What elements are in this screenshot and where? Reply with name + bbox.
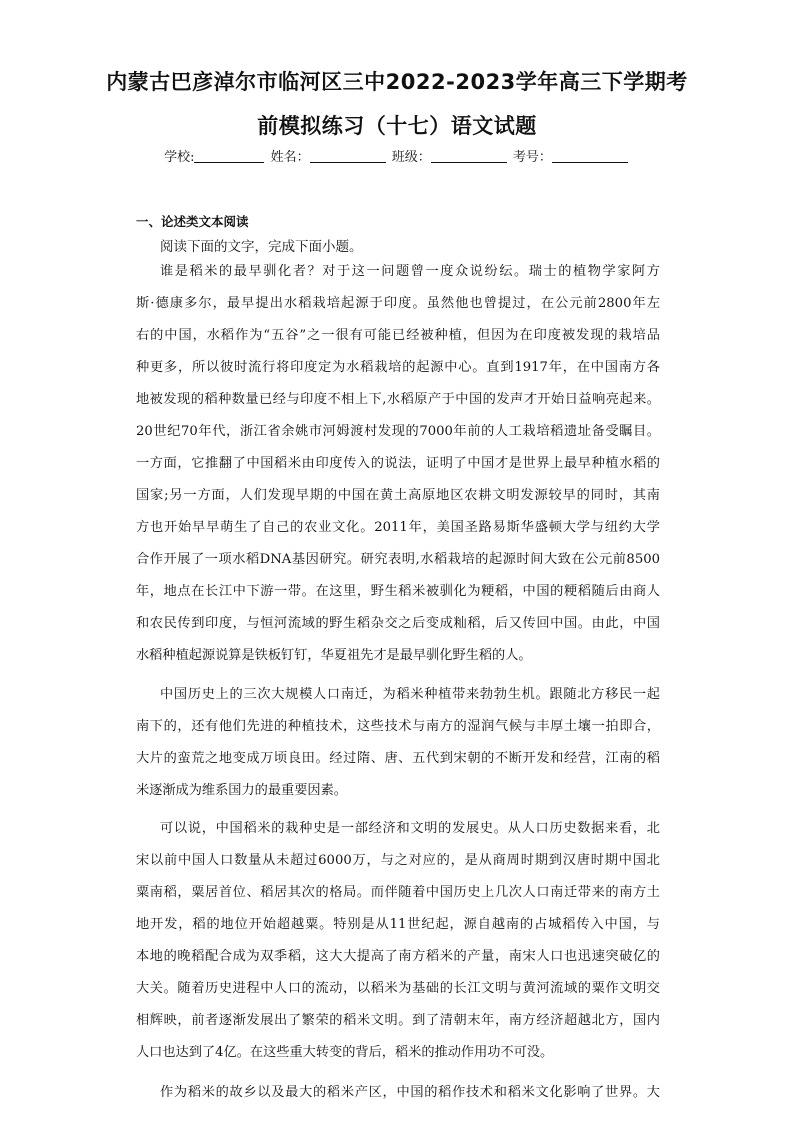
reading-instruction: 阅读下面的文字，完成下面小题。 — [160, 239, 363, 255]
paragraph-1-line: 年，地点在长江中下游一带。在这里，野生稻米被驯化为粳稻，中国的粳稻随后由商人 — [136, 584, 660, 599]
student-info-row — [0, 146, 794, 165]
paragraph-3-line: 本地的晚稻配合成为双季稻，这大大提高了南方稻米的产量，南宋人口也迅速突破亿的 — [136, 949, 660, 964]
paragraph-1-line: 右的中国，水稻作为“五谷”之一很有可能已经被种植，但因为在印度被发现的栽培品 — [136, 328, 660, 343]
paragraph-3-line: 相辉映，前者逐渐发展出了繁荣的稻米文明。到了清朝末年，南方经济超越北方，国内 — [136, 1013, 660, 1028]
name-label: 姓名： — [270, 150, 310, 165]
school-label: 学校: — [164, 150, 195, 165]
paragraph-3-line: 粟南稻，粟居首位、稻居其次的格局。而伴随着中国历史上几次人口南迁带来的南方土 — [136, 885, 660, 900]
document-title-line-1: 内蒙古巴彦淖尔市临河区三中2022-2023学年高三下学期考 — [106, 70, 688, 94]
class-label: 班级： — [391, 150, 431, 165]
paragraph-3-line: 可以说，中国稻米的栽种史是一部经济和文明的发展史。从人口历史数据来看，北 — [160, 821, 660, 836]
paragraph-1-line: 水稻种植起源说算是铁板钉钉，华夏祖先才是最早驯化野生稻的人。 — [136, 648, 532, 663]
paragraph-1-line: 一方面，它推翻了中国稻米由印度传入的说法，证明了中国才是世界上最早种植水稻的 — [136, 456, 660, 471]
paragraph-1-line: 合作开展了一项水稻DNA基因研究。研究表明,水稻栽培的起源时间大致在公元前8500 — [136, 552, 660, 567]
paragraph-3-line: 人口也达到了4亿。在这些重大转变的背后，稻米的推动作用功不可没。 — [136, 1045, 554, 1060]
paragraph-2-line: 米逐渐成为维系国力的最重要因素。 — [136, 783, 347, 798]
paragraph-2-line: 南下的，还有他们先进的种植技术，这些技术与南方的湿润气候与丰厚土壤一拍即合， — [136, 719, 660, 734]
number-label: 考号： — [512, 150, 552, 165]
paragraph-1-line: 国家;另一方面，人们发现早期的中国在黄土高原地区农耕文明发源较早的同时，其南 — [136, 488, 660, 503]
paragraph-3-line: 宋以前中国人口数量从未超过6000万，与之对应的，是从商周时期到汉唐时期中国北 — [136, 853, 660, 868]
name-blank[interactable] — [310, 149, 386, 163]
document-title-line-2: 前模拟练习（十七）语文试题 — [257, 114, 537, 138]
paragraph-1-line: 地被发现的稻种数量已经与印度不相上下,水稻原产于中国的发声才开始日益响亮起来。 — [136, 392, 660, 407]
paragraph-1-line: 方也开始早早萌生了自己的农业文化。2011年，美国圣路易斯华盛顿大学与纽约大学 — [136, 520, 660, 535]
paragraph-3-line: 大关。随着历史进程中人口的流动，以稻米为基础的长江文明与黄河流域的粟作文明交 — [136, 981, 660, 996]
paragraph-3-line: 地开发，稻的地位开始超越粟。特别是从11世纪起，源自越南的占城稻传入中国，与 — [136, 917, 660, 932]
paragraph-1-line: 和农民传到印度，与恒河流域的野生稻杂交之后变成籼稻，后又传回中国。由此，中国 — [136, 616, 660, 631]
paragraph-1-line: 20世纪70年代，浙江省余姚市河姆渡村发现的7000年前的人工栽培稻遗址备受瞩目。 — [136, 424, 660, 439]
paragraph-2-line: 中国历史上的三次大规模人口南迁，为稻米种植带来勃勃生机。跟随北方移民一起 — [160, 687, 660, 702]
class-blank[interactable] — [431, 149, 507, 163]
paragraph-2-line: 大片的蛮荒之地变成万顷良田。经过隋、唐、五代到宋朝的不断开发和经营，江南的稻 — [136, 751, 660, 766]
paragraph-1-line: 谁是稻米的最早驯化者？对于这一问题曾一度众说纷纭。瑞士的植物学家阿方 — [160, 264, 660, 279]
paragraph-1-line: 种更多，所以彼时流行将印度定为水稻栽培的起源中心。直到1917年，在中国南方各 — [136, 360, 660, 375]
section-heading: 一、论述类文本阅读 — [136, 214, 249, 229]
number-blank[interactable] — [552, 149, 628, 163]
paragraph-1-line: 斯·德康多尔，最早提出水稻栽培起源于印度。虽然他也曾提过，在公元前2800年左 — [136, 296, 660, 311]
school-blank[interactable] — [194, 149, 264, 163]
paragraph-4-line: 作为稻米的故乡以及最大的稻米产区，中国的稻作技术和稻米文化影响了世界。大 — [160, 1085, 660, 1100]
